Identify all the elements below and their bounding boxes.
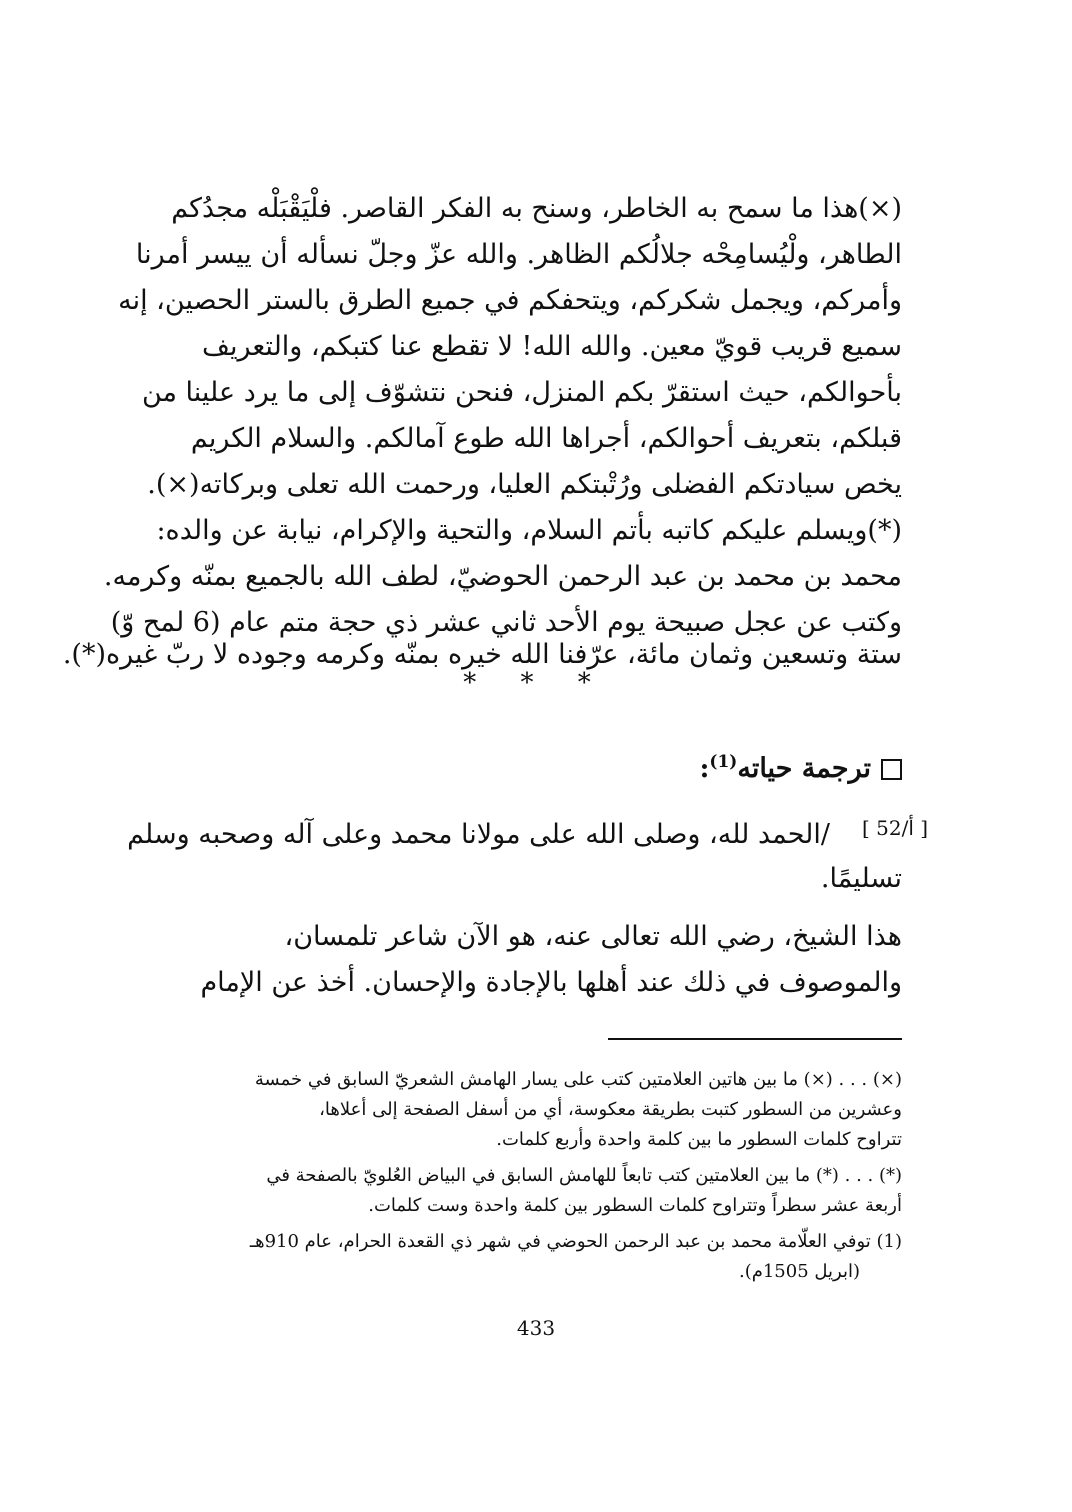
letter-line-11: ستة وتسعين وثمان مائة، عرّفنا الله خيره بمنّه وكرمه وجوده لا ربّ غيره(*). xyxy=(62,639,902,670)
bio-opening-line-1: /الحمد لله، وصلى الله على مولانا محمد وعلى آله وصحبه وسلم xyxy=(127,819,830,850)
letter-line-5: بأحوالكم، حيث استقرّ بكم المنزل، فنحن نتشوّف إلى ما يرد علينا من xyxy=(141,377,902,408)
letter-line-3: وأمركم، ويجمل شكركم، ويتحفكم في جميع الطرق بالستر الحصين، إنه xyxy=(118,285,902,316)
footnote-divider xyxy=(608,1038,902,1040)
letter-line-10: وكتب عن عجل صبيحة يوم الأحد ثاني عشر ذي حجة متم عام (6 لمح وّ) xyxy=(110,607,902,638)
footnote-line-5: أربعة عشر سطراً وتتراوح كلمات السطور بين كلمة واحدة وست كلمات. xyxy=(368,1195,902,1216)
section-separator: * * * xyxy=(463,668,609,698)
footnote-line-4: (*) . . . (*) ما بين العلامتين كتب تابعاً للهامش السابق في البياض العُلويّ بالصفحة في xyxy=(266,1165,902,1186)
footnote-line-3: تتراوح كلمات السطور ما بين كلمة واحدة وأربع كلمات. xyxy=(496,1129,902,1150)
manuscript-folio-reference: [ 52/أ ] xyxy=(862,816,929,840)
section-heading-colon: : xyxy=(699,753,710,784)
bio-paragraph-line-1: هذا الشيخ، رضي الله تعالى عنه، هو الآن شاعر تلمسان، xyxy=(284,921,902,952)
bio-opening-line-2: تسليمًا. xyxy=(820,863,902,894)
footnote-line-6: (1) توفي العلّامة محمد بن عبد الرحمن الحوضي في شهر ذي القعدة الحرام، عام 910هـ xyxy=(249,1231,902,1252)
square-bullet-icon xyxy=(881,759,902,780)
letter-line-1: (×)هذا ما سمح به الخاطر، وسنح به الفكر القاصر. فلْيَقْبَلْه مجدُكم xyxy=(171,193,902,224)
section-heading-text: ترجمة حياته xyxy=(737,753,871,784)
letter-line-7: يخص سيادتكم الفضلى ورُتْبتكم العليا، ورحمت الله تعلى وبركاته(×). xyxy=(147,469,902,500)
page-number: 433 xyxy=(516,1316,556,1340)
section-heading xyxy=(170,752,902,784)
footnote-marker: (1) xyxy=(709,752,738,772)
footnote-line-7: (ابريل 1505م). xyxy=(738,1261,860,1282)
letter-line-4: سميع قريب قويّ معين. والله الله! لا تقطع عنا كتبكم، والتعريف xyxy=(202,331,902,362)
letter-line-6: قبلكم، بتعريف أحوالكم، أجراها الله طوع آمالكم. والسلام الكريم xyxy=(190,423,902,454)
letter-line-9: محمد بن محمد بن عبد الرحمن الحوضيّ، لطف الله بالجميع بمنّه وكرمه. xyxy=(103,561,902,592)
letter-line-2: الطاهر، ولْيُسامِحْه جلالُكم الظاهر. والله عزّ وجلّ نسأله أن ييسر أمرنا xyxy=(135,239,902,270)
bio-paragraph-line-2: والموصوف في ذلك عند أهلها بالإجادة والإحسان. أخذ عن الإمام xyxy=(200,967,902,998)
letter-line-8: (*)ويسلم عليكم كاتبه بأتم السلام، والتحية والإكرام، نيابة عن والده: xyxy=(156,515,902,546)
footnote-line-2: وعشرين من السطور كتبت بطريقة معكوسة، أي من أسفل الصفحة إلى أعلاها، xyxy=(319,1099,902,1120)
footnote-line-1: (×) . . . (×) ما بين هاتين العلامتين كتب على يسار الهامش الشعريّ السابق في خمسة xyxy=(254,1069,902,1090)
